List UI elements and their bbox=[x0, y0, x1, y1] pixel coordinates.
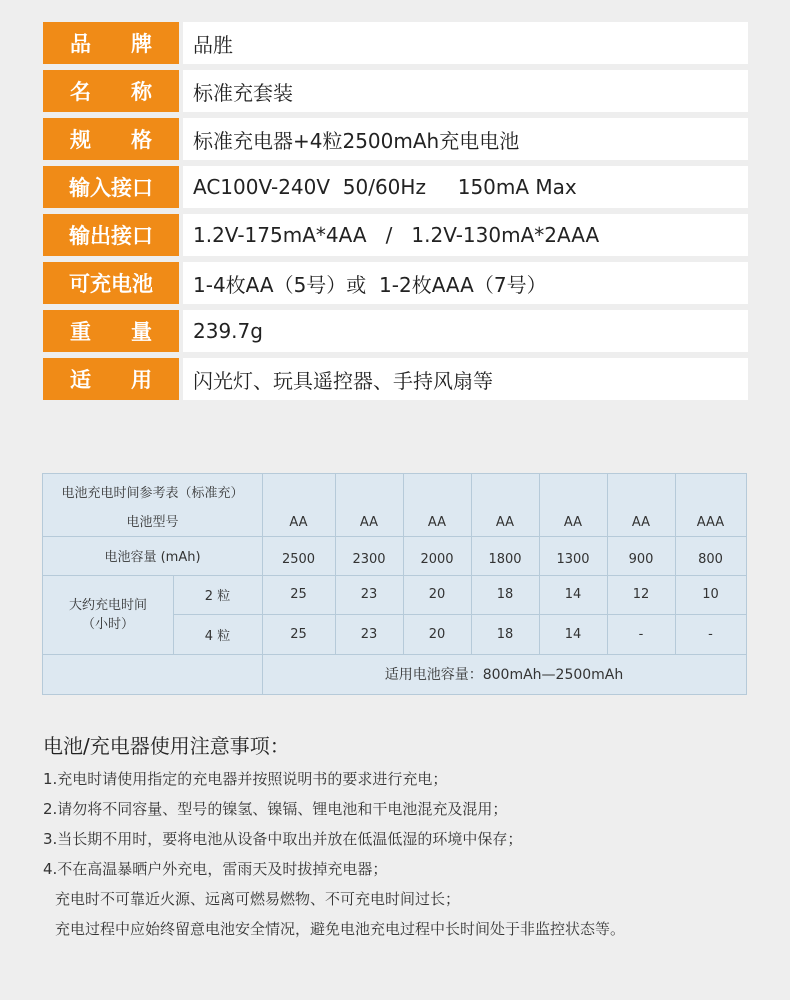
time-cell: 14 bbox=[564, 587, 582, 602]
type-cell: AA bbox=[359, 514, 379, 530]
capacity-cell: 1800 bbox=[488, 552, 522, 567]
spec-label: 可充电池 bbox=[43, 262, 179, 304]
battery-type-label: 电池型号 bbox=[126, 514, 179, 530]
spec-label: 输出接口 bbox=[43, 214, 179, 256]
time-cell: 25 bbox=[290, 587, 307, 602]
table-footer: 适用电池容量：800mAh—2500mAh bbox=[384, 667, 624, 683]
capacity-cell: 2500 bbox=[281, 552, 316, 567]
type-cell: AA bbox=[563, 514, 583, 530]
note-item: 充电过程中应始终留意电池安全情况，避免电池充电过程中长时间处于非监控状态等。 bbox=[55, 920, 626, 938]
capacity-cell: 800 bbox=[698, 552, 723, 567]
type-cell: AA bbox=[427, 514, 447, 530]
time-cell: 18 bbox=[496, 587, 514, 602]
note-item: 充电时不可靠近火源、远离可燃易燃物、不可充电时间过长； bbox=[55, 890, 461, 908]
note-item: 1.充电时请使用指定的充电器并按照说明书的要求进行充电； bbox=[43, 770, 448, 788]
time-cell: - bbox=[708, 626, 713, 642]
time-cell: - bbox=[638, 626, 644, 642]
spec-row-name bbox=[43, 70, 748, 112]
note-item: 4.不在高温暴晒户外充电，雷雨天及时拔掉充电器； bbox=[43, 860, 388, 878]
time-cell: 23 bbox=[360, 626, 378, 642]
spec-label: 品 牌 bbox=[43, 22, 179, 64]
capacity-cell: 1300 bbox=[556, 552, 590, 567]
note-item: 2.请勿将不同容量、型号的镍氢、镍镉、锂电池和干电池混充及混用； bbox=[43, 800, 508, 818]
spec-value: 239.7g bbox=[183, 310, 748, 352]
type-cell: AAA bbox=[696, 514, 725, 530]
spec-label: 适 用 bbox=[43, 358, 179, 400]
time-cell: 12 bbox=[632, 587, 650, 602]
capacity-cell: 900 bbox=[628, 552, 654, 567]
spec-value: 1-4枚AA（5号）或 1-2枚AAA（7号） bbox=[183, 262, 748, 304]
row-label-2: 2 粒 bbox=[204, 589, 231, 604]
time-cell: 20 bbox=[428, 587, 446, 602]
capacity-label: 电池容量 (mAh) bbox=[104, 550, 201, 565]
time-cell: 25 bbox=[290, 626, 307, 642]
note-item: 3.当长期不用时，要将电池从设备中取出并放在低温低湿的环境中保存； bbox=[43, 830, 523, 848]
spec-row-weight bbox=[43, 310, 748, 352]
spec-label: 重 量 bbox=[43, 310, 179, 352]
spec-label: 名 称 bbox=[43, 70, 179, 112]
capacity-cell: 2300 bbox=[352, 552, 386, 567]
time-cell: 14 bbox=[564, 626, 582, 642]
time-cell: 20 bbox=[428, 626, 446, 642]
type-cell: AA bbox=[289, 514, 308, 530]
type-cell: AA bbox=[631, 514, 651, 530]
spec-row-usage bbox=[43, 358, 748, 400]
time-cell: 10 bbox=[702, 587, 719, 602]
spec-row-spec bbox=[43, 118, 748, 160]
spec-value: 闪光灯、玩具遥控器、手持风扇等 bbox=[183, 358, 748, 400]
spec-label: 输入接口 bbox=[43, 166, 179, 208]
notes-title: 电池/充电器使用注意事项： bbox=[43, 734, 290, 758]
spec-row-battery bbox=[43, 262, 748, 304]
charging-time-table bbox=[42, 473, 747, 695]
spec-label: 规 格 bbox=[43, 118, 179, 160]
spec-value: AC100V-240V 50/60Hz 150mA Max bbox=[183, 166, 748, 208]
row-label-4: 4 粒 bbox=[204, 628, 231, 644]
spec-value: 品胜 bbox=[183, 22, 748, 64]
spec-value: 1.2V-175mA*4AA / 1.2V-130mA*2AAA bbox=[183, 214, 748, 256]
spec-row-output bbox=[43, 214, 748, 256]
spec-value: 标准充套装 bbox=[183, 70, 748, 112]
spec-row-brand bbox=[43, 22, 748, 64]
type-cell: AA bbox=[495, 514, 515, 530]
spec-row-input bbox=[43, 166, 748, 208]
charge-time-label: 大约充电时间 （小时） bbox=[68, 597, 147, 632]
time-cell: 23 bbox=[360, 587, 378, 602]
time-cell: 18 bbox=[496, 626, 514, 642]
capacity-cell: 2000 bbox=[420, 552, 454, 567]
spec-value: 标准充电器+4粒2500mAh充电电池 bbox=[183, 118, 748, 160]
table-title: 电池充电时间参考表（标准充） bbox=[61, 485, 244, 501]
